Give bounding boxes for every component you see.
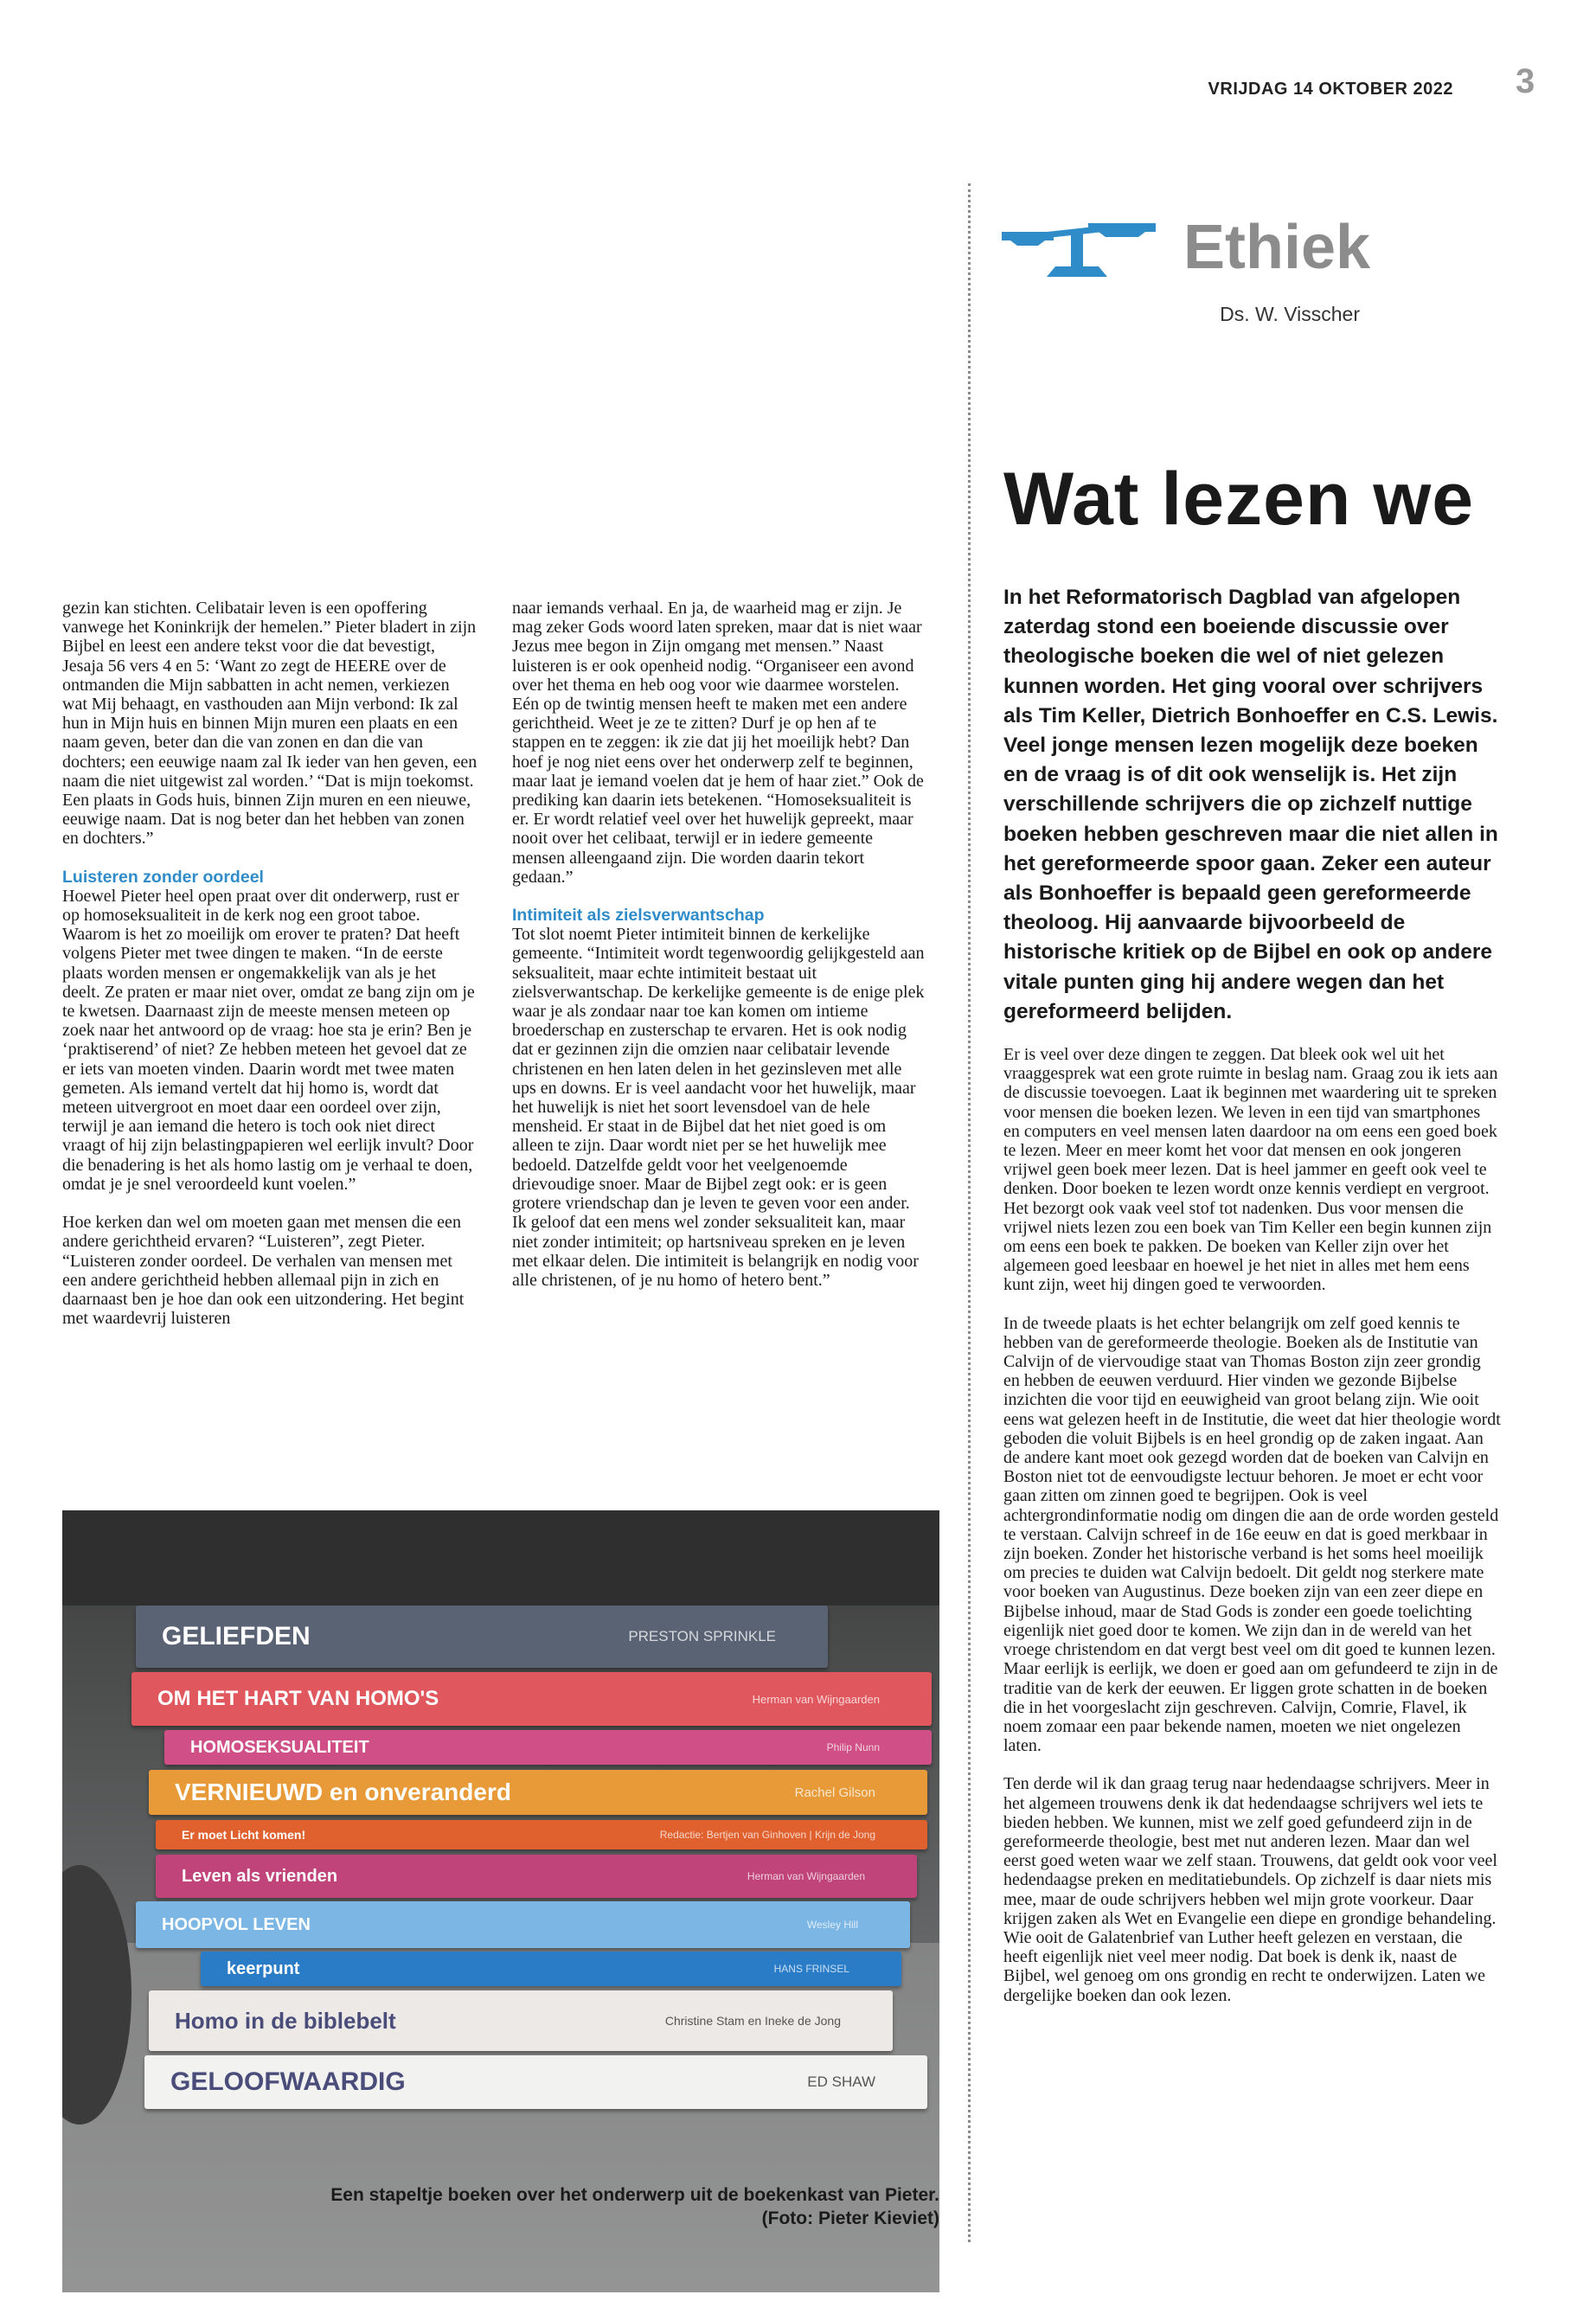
book-title: VERNIEUWD en onveranderd [175,1779,511,1805]
interview-column-1 [62,599,478,1328]
book-author: ED SHAW [807,2073,875,2090]
book-title: Homo in de biblebelt [175,2007,396,2034]
subheading: Intimiteit als zielsverwantschap [512,906,765,926]
book-title: HOOPVOL LEVEN [162,1914,311,1934]
book-author: Wesley Hill [806,1919,858,1931]
photo-credit: (Foto: Pieter Kieviet) [761,2208,939,2228]
book-title: Er moet Licht komen! [182,1828,306,1842]
article-body [1003,1045,1501,2005]
scales-icon [1002,211,1175,289]
book-spine [149,1770,927,1815]
book-author: PRESTON SPRINKLE [628,1628,776,1644]
book-spine [144,2055,927,2109]
paragraph: Tot slot noemt Pieter intimiteit binnen de kerkelijke gemeente. “Intimiteit wordt tegenwoordig gelijkgesteld aan seksualiteit, maar echte intimiteit bestaat uit zielsverwantschap. De kerkelijke gemeente is de enige plek waar je als zondaar naar toe kan komen om intieme broederschap en zusterschap te ervaren. Het is ook nodig dat er gezinnen zijn die omzien naar celibatair levende christenen en hen laten delen in het gezinsleven met alle ups en downs. Er is veel aandacht voor het huwelijk, maar het huwelijk is niet het soort levensdoel van de hele mensheid. Er staat in de Bijbel dat het niet goed is om alleen te zijn. Daar wordt niet per se het huwelijk mee bedoeld. Datzelfde geldt voor het veelgenoemde drievoudige snoer. Maar de Bijbel zegt ook: er is geen grotere vriendschap dan je leven te geven voor een ander. Ik geloof dat een mens wel zonder seksualiteit kan, maar niet zonder intimiteit; op hartsniveau spreken en je leven met elkaar delen. Die intimiteit is belangrijk en nodig voor alle christenen, of je nu homo of hetero bent.” [512,925,925,1290]
book-author: Herman van Wijngaarden [752,1692,880,1706]
book-spine [131,1672,932,1726]
author-byline: Ds. W. Visscher [1220,303,1360,325]
books-layer [62,1510,939,2292]
page-number: 3 [1516,62,1535,100]
paragraph: gezin kan stichten. Celibatair leven is een opoffering vanwege het Koninkrijk der hemelen.” Pieter bladert in zijn Bijbel en leest een andere tekst voor die dat bevestigt, Jesaja 56 vers 4 en 5: ‘Want zo zegt de HEERE over de ontmanden die Mijn sabbatten in acht nemen, verkiezen wat Mij behaagt, en vasthouden aan Mijn verbond: Ik zal hun in Mijn huis en binnen Mijn muren een plaats en een naam geven, beter dan die van zonen en dan die van dochters; een eeuwige naam zal Ik ieder van hen geven, een naam die niet uitgewist zal worden.’ “Dat is mijn toekomst. Een plaats in Gods huis, binnen Zijn muren en een nieuwe, eeuwige naam. Dat is nog beter dan het hebben van zonen en dochters.” [62,599,478,849]
paragraph: Hoe kerken dan wel om moeten gaan met mensen die een andere gerichtheid ervaren? “Luisteren”, zegt Pieter. “Luisteren zonder oordeel. De verhalen van mensen met een andere gerichtheid hebben allemaal pijn in zich en daarnaast ben je hoe dan ook een uitzondering. Het begint met waardevrij luisteren [62,1213,465,1329]
paragraph: Hoewel Pieter heel open praat over dit onderwerp, rust er op homoseksualiteit in de kerk nog een groot taboe. Waarom is het zo moeilijk om erover te praten? Dat heeft volgens Pieter met twee dingen te maken. “In de eerste plaats worden mensen er ongemakkelijk van als je het deelt. Ze praten er maar niet over, omdat ze bang zijn om je te kwetsen. Daarnaast zijn de meeste mensen meteen op zoek naar het antwoord op de vraag: hoe sta je erin? Ben je ‘praktiserend’ of niet? Ze hebben meteen het gevoel dat ze er iets van moeten vinden. Daarin wordt met twee maten gemeten. Als iemand vertelt dat hij homo is, wordt dat meteen uitvergroot en moet daar een oordeel over zijn, terwijl je aan iemand die hetero is toch ook niet direct vraagt of hij zijn belastingpapieren wel eerlijk invult? Door die benadering is het als homo lastig om je verhaal te doen, omdat je je snel veroordeeld kunt voelen.” [62,886,475,1194]
book-spine [156,1820,927,1849]
paragraph: naar iemands verhaal. En ja, de waarheid mag er zijn. Je mag zeker Gods woord laten spreken, maar dat is niet waar Jezus mee begon in Zijn omgang met mensen.” Naast luisteren is er ook openheid nodig. “Organiseer een avond over het thema en heb oog voor wie daarmee worstelen. Eén op de twintig mensen heeft te maken met een andere gerichtheid. Weet je ze te zitten? Durf je op hen af te stappen en te zeggen: ik zie dat jij het moeilijk hebt? Dan hoef je nog niet eens over het onderwerp zelf te beginnen, maar laat je iemand voelen dat je hem of haar ziet.” Ook de prediking kan daarin iets betekenen. “Homoseksualiteit is er. Er wordt relatief veel over het huwelijk gepreekt, maar nooit over het celibaat, terwijl er in iedere gemeente mensen alleengaand zijn. Die worden daarin tekort gedaan.” [512,599,924,887]
book-title: Leven als vrienden [182,1866,338,1886]
article-lead: In het Reformatorisch Dagblad van afgelopen zaterdag stond een boeiende discussie over theologische boeken die wel of niet gelezen kunnen worden. Het ging vooral over schrijvers als Tim Keller, Dietrich Bonhoeffer en C.S. Lewis. Veel jonge mensen lezen mogelijk deze boeken en de vraag is of dit ook wenselijk is. Het zijn verschillende schrijvers die op zichzelf nuttige boeken hebben geschreven maar die niet allen in het gereformeerde spoor gaan. Zeker een auteur als Bonhoeffer is bepaald geen gereformeerde theoloog. Hij aanvaarde bijvoorbeeld de historische kritiek op de Bijbel en ook op andere vitale punten ging hij andere wegen dan het gereformeerd belijden. [1003,586,1498,1023]
book-spine [136,1606,828,1668]
book-title: GELIEFDEN [162,1622,311,1650]
column-divider [968,183,971,2242]
book-title: OM HET HART VAN HOMO'S [157,1687,439,1710]
rubric-title: Ethiek [1183,213,1371,282]
book-spine [149,1990,893,2051]
issue-date: VRIJDAG 14 OKTOBER 2022 [1208,80,1453,99]
paragraph: Ten derde wil ik dan graag terug naar hedendaagse schrijvers. Meer in het algemeen trouwens denk ik dat hedendaagse schrijvers wel iets te bieden hebben. We kunnen, mist we zelf goed gefundeerd zijn in de gereformeerde theologie, best met nut anderen lezen. Maar dan wel eerst goed weten waar we zelf staan. Trouwens, dat geldt ook voor veel hedendaagse preken en meditatiebundels. Op zichzelf is daar niets mis mee, maar de oude schrijvers hebben wel mijn grote voorkeur. Daar krijgen zaken als Wet en Evangelie een diepe en grondige behandeling. Wie ooit de Galatenbrief van Luther heeft gelezen en verstaan, die heeft eigenlijk niet veel meer nodig. Dat boek is denk ik, naast de Bijbel, wel genoeg om ons grondig en recht te onderwijzen. Laten we dergelijke boeken dan ook lezen. [1003,1774,1497,2005]
book-author: Herman van Wijngaarden [747,1870,865,1882]
book-spine [156,1855,917,1898]
book-author: Philip Nunn [826,1741,880,1753]
book-spine [164,1730,932,1765]
caption-text: Een stapeltje boeken over het onderwerp uit de boekenkast van Pieter. [330,2185,939,2205]
book-title: GELOOFWAARDIG [170,2067,406,2096]
book-title: keerpunt [227,1958,300,1978]
book-author: Redactie: Bertjen van Ginhoven | Krijn de Jong [659,1829,875,1841]
article-headline: Wat lezen we [1003,458,1475,541]
book-spine [201,1952,901,1986]
photo-caption [216,2183,939,2230]
book-author: Rachel Gilson [794,1785,875,1800]
book-title: HOMOSEKSUALITEIT [190,1737,369,1757]
book-author: HANS FRINSEL [773,1963,849,1975]
book-stack-photo [62,1510,939,2292]
subheading: Luisteren zonder oordeel [62,867,264,887]
interview-column-2 [512,599,927,1290]
book-spine [136,1901,910,1948]
paragraph: Er is veel over deze dingen te zeggen. Dat bleek ook wel uit het vraaggesprek wat een grote ruimte in beslag nam. Graag zou ik iets aan de discussie toevoegen. Laat ik beginnen met waardering uit te spreken voor mensen die boeken lezen. We leven in een tijd van smartphones en computers en veel mensen laten daardoor na om eens een goed boek te lezen. Meer en meer komt het voor dat mensen en ook jongeren vrijwel geen boek meer lezen. Dat is heel jammer en geeft ook veel te denken. Door boeken te lezen wordt onze kennis verdiept en vergroot. Het bezorgt ook vaak veel stof tot nadenken. Dus voor mensen die vrijwel niets lezen zou een boek van Tim Keller een begin kunnen zijn om eens een boek te pakken. De boeken van Keller zijn over het algemeen goed leesbaar en hoewel je het niet in alles met hem eens kunt zijn, weet hij dingen goed te verwoorden. [1003,1045,1498,1295]
book-author: Christine Stam en Ineke de Jong [664,2014,841,2028]
paragraph: In de tweede plaats is het echter belangrijk om zelf goed kennis te hebben van de gereformeerde theologie. Boeken als de Institutie van Calvijn of de viervoudige staat van Thomas Boston zijn zeer grondig en hebben de eeuwen verduurd. Hier vinden we gezonde Bijbelse inzichten die voor tijd en eeuwigheid van groot belang zijn. Wie ooit eens wat gelezen heeft in de Institutie, die weet dat hier theologie wordt geboden die voluit Bijbels is en heel grondig op de zaken ingaat. Aan de andere kant moet ook gezegd worden dat de boeken van Calvijn en Boston niet tot de eenvoudigste lectuur behoren. Je moet er echt voor gaan zitten om zinnen goed te begrijpen. Ook is veel achtergrondinformatie nodig om dingen die aan de orde worden gesteld te verstaan. Calvijn schreef in de 16e eeuw en dat is goed merkbaar in zijn boeken. Zonder het historische verband is het soms heel moeilijk om precies te duiden wat Calvijn bedoelt. Dit geldt nog sterkere mate voor boeken van Augustinus. Deze boeken zijn van een zeer diepe en Bijbelse inhoud, maar de Stad Gods is zonder een goede toelichting eigenlijk niet goed door te komen. We zijn dan in de wereld van het vroege christendom en dat vergt best veel om dit goed te kunnen lezen. Maar eerlijk is eerlijk, we doen er goed aan om gefundeerd te zijn in de traditie van de kerk der eeuwen. Er liggen grote schatten in de boeken die in het voorgeslacht zijn geschreven. Calvijn, Comrie, Flavel, ik noem zomaar een paar bekende namen, moeten we niet ongelezen laten. [1003,1313,1501,1756]
